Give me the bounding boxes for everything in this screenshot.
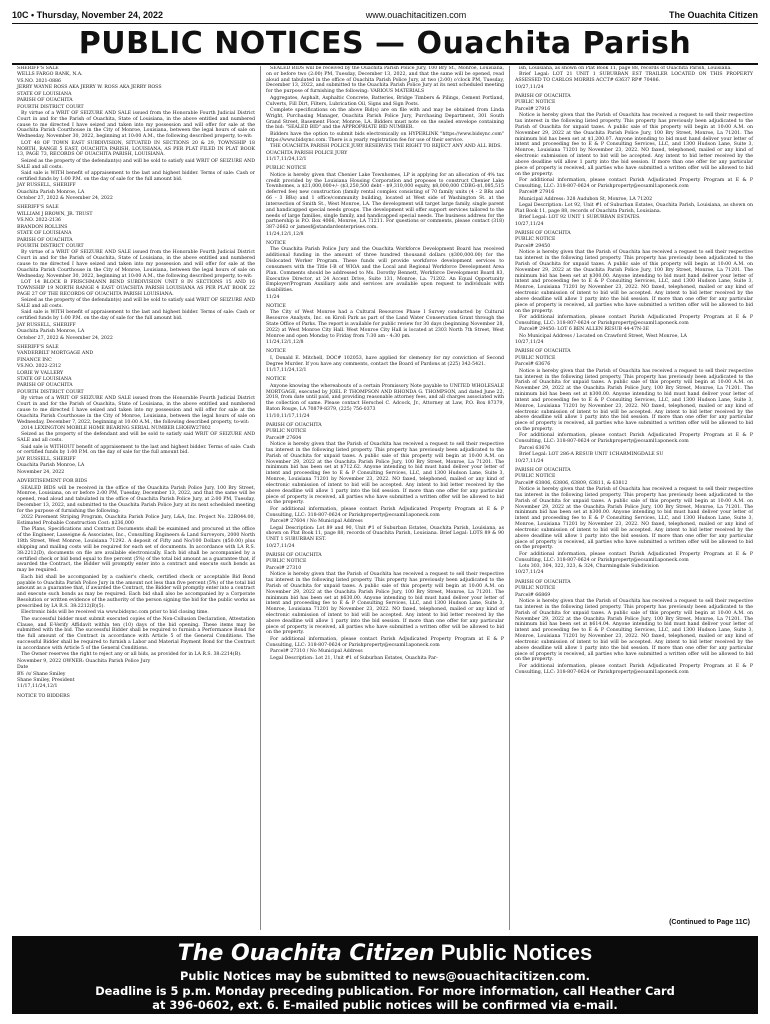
notice-heading-line: PARISH OF OUACHITA xyxy=(515,349,571,355)
notice-paragraph: 2022 Pavement Striping Program, Ouachita Parish Police Jury, L&A, Inc. Project No. 22B044.00, Estimated Probable Construction Cost: $236,000 xyxy=(17,515,255,527)
notice-paragraph: By virtue of a WRIT OF SEIZURE AND SALE issued from the Honorable Fourth Judicial District Court in and for the Parish of Ouachita, State of Louisiana, in the above entitled and numbered cause to me directed I have seized and taken into my possession and will offer for sale at the Ouachita Parish Courthouse in the City of Monroe, Louisiana, between the legal hours of sale on Wednesday, November 30, 2022, beginning at 10:00 A.M., the following described property, to-wit: xyxy=(17,110,255,140)
notice-signoff-line: 10/27,11/24 xyxy=(515,458,544,464)
notice-signoff-line: OUACHITA PARISH POLICE JURY xyxy=(266,150,348,156)
notice-heading-line: WELLS FARGO BANK, N.A. xyxy=(17,72,83,78)
notice xyxy=(17,694,255,700)
notice-paragraph: Notice is hereby given that the Parish of Ouachita has received a request to sell their respective tax interest in the following listed property. This property has previously been adjudicated to the Parish of Ouachita for unpaid taxes. A public sale of this property will begin at 10:00 A.M. on November 29, 2022 at the Ouachita Parish Police Jury, 100 Bry Street, Monroe, La 71201. The minimum bid has been set at $1,200.07. Anyone intending to bid must hand deliver your letter of intent and proceeding fee to E & P Consulting Services, LLC, and 1300 Hudson Lane, Suite 3, Monroe, Louisiana 71201 by November 23, 2022. NO faxed, telephoned, mailed or any kind of electronic submission of intent to bid will be accepted. Any intent to bid letter received by the above deadline will allow 1 party into the bid session. If more than one offer for any particular piece of property is received, all parties who have submitted a written offer will be allowed to bid on the property. xyxy=(515,113,753,177)
notice xyxy=(515,580,753,676)
notice-paragraph: Notice is hereby given that the Parish of Ouachita has received a request to sell their respective tax interest in the following listed property. This property has previously been adjudicated to the Parish of Ouachita for unpaid taxes. A public sale of this property will begin at 10:00 A.M. on November 29, 2022 at the Ouachita Parish Police Jury, 100 Bry Street, Monroe, La 71201. The minimum bid has been set at $300.00. Anyone intending to bid must hand deliver your letter of intent and proceeding fee to E & P Consulting Services, LLC, and 1300 Hudson Lane, Suite 3, Monroe, Louisiana 71201 by November 23, 2022. NO faxed, telephoned, mailed or any kind of electronic submission of intent to bid will be accepted. Any intent to bid letter received by the above deadline will allow 1 party into the bid session. If more than one offer for any particular piece of property is received, all parties who have submitted a written offer will be allowed to bid on the property. xyxy=(515,487,753,551)
notice-paragraph: Brief Legal: LOT 21 UNIT 1 SUBURBAN EST TRAILER LOCATED ON THIS PROPERTY ASSESSED TO CARLOS MORRIS ACCT# 63637 RP# 70486. xyxy=(515,72,753,84)
notice-signoff-line: Date xyxy=(17,665,29,671)
notice-heading-line: STATE OF LOUISIANA xyxy=(17,91,72,97)
notice-heading-line: ADVERTISEMENT FOR BIDS xyxy=(17,479,88,485)
notice-paragraph: Lots 303, 304, 322, 323, & 324, Charmingdale Subdivision xyxy=(519,564,659,570)
notice xyxy=(266,166,504,237)
notice-heading-line: PARISH OF OUACHITA xyxy=(17,383,73,389)
section-masthead: PUBLIC NOTICES — Ouachita Parish xyxy=(78,26,692,61)
banner-title-suffix: Public Notices xyxy=(440,940,593,965)
notice-paragraph: For additional information, please contact Parish Adjudicated Property Program at E & P Consulting, LLC: 318-807-0624 or Parishproperty@ecsaml1aponeck.com xyxy=(515,433,753,445)
notice-paragraph: Notice is hereby given that the Parish of Ouachita has received a request to sell their respective tax interest in the following listed property. This property has previously been adjudicated to the Parish of Ouachita for unpaid taxes. A public sale of this property will begin at 10:00 A.M. on November 29, 2022 at the Ouachita Parish Police Jury, 100 Bry Street, Monroe, La 71201. The minimum bid has been set at $712.62. Anyone intending to bid must hand deliver your letter of intent and proceeding fee to E & P Consulting Services, LLC, and 1300 Hudson Lane, Suite 3, Monroe, Louisiana 71201 by November 23, 2022. NO faxed, telephoned, mailed or any kind of electronic submission of intent to bid will be accepted. Any intent to bid letter received by the above deadline will allow 1 party into the bid session. If more than one offer for any particular piece of property is received, all parties who have submitted a written offer will be allowed to bid on the property. xyxy=(266,442,504,506)
notice-heading-line: Parcel# 27310 xyxy=(266,565,302,571)
notice-heading-line: PUBLIC NOTICE xyxy=(515,355,556,361)
notice xyxy=(515,94,753,228)
masthead-rule xyxy=(12,63,758,65)
notice-signoff-line: 11/24 xyxy=(266,294,280,300)
notice-paragraph: For additional information, please contact Parish Adjudicated Property Program at E & P Consulting, LLC: 318-807-0624 or Parishproperty@ecsaml1aponeck.com xyxy=(266,506,504,518)
notice-paragraph: Bidders have the option to submit bids electronically on HYPERLINK "https://www.bidsync.com" https://www.bidsync.com. There is a yearly registration fee for use of their service. xyxy=(266,131,504,143)
notice-paragraph: Brief Legal: LOT 286-A RESUB UNIT 1CHARMINGDALE SU xyxy=(519,452,664,458)
notice-paragraph: Notice is hereby given that Chenier Lake Townhomes, LP is applying for an allocation of 4% tax credit provided by the Louisiana Housing Corporation and proposes to construct Chenier Lake Townhomes, a $21,000,000+/- ($3,250,500 debt - $9,310,000 equity, $8,000,000 CDBG-$1,085,515 deferred fee) new construction (family rental complex consisting of 70 family units (4 - 2 BRs and 66 - 3 BRs) and 1 office/community building, located at West side of Washington St. at the intersection of Smith St., West Monroe, LA. The development will target large family, single parent and handicapped special needs groups. The development will offer support services tailored to the needs of large families, single family, and handicapped special needs. The business address for the partnership is P.O. Box 4066, Monroe, LA 71211. For questions or comments, please contact (318) 387-2662 or jamesf@standardenterprises.com. xyxy=(266,172,504,231)
notice xyxy=(266,349,504,374)
notice-heading-line: VANDERBILT MORTGAGE AND xyxy=(17,351,94,357)
notice-paragraph: Parcel 63676 xyxy=(519,445,551,451)
notice-heading-line: NOTICE xyxy=(266,240,286,246)
notice-heading-line: FOURTH DISTRICT COURT xyxy=(17,104,84,110)
notice-signoff-line: 10/27,11/24 xyxy=(515,570,544,576)
notice-paragraph: Said sale is WITH benefit of appraisement to the last and highest bidder. Terms of sale: Cash or certified funds by 1:00 P.M. on the day of sale for the full amount bid. xyxy=(17,171,255,182)
notice-paragraph: LOT 48 OF TOWN EAST SUBDIVISION, SITUATED IN SECTIONS 20 & 29, TOWNSHIP 18 NORTH, RANGE 5 EAST, OUACHITA PARISH, LOUISIANA, AS PER PLAT FILED IN PLAT BOOK 13, PAGE 73, RECORDS OF OUACHITA PARISH, LOUISIANA. xyxy=(17,140,255,158)
notice-heading-line: SHERIFF'S SALE xyxy=(17,66,59,71)
notice-paragraph: For additional information, please contact Parish Adjudicated Property Program at E & P Consulting, LLC: 318-807-0624 or Parishproperty@ecsaml1aponeck.com xyxy=(515,177,753,189)
notice-heading-line: NOTICE xyxy=(266,303,286,309)
notice-heading-line: Parcel# 27604 xyxy=(266,435,302,441)
notice-heading-line: PUBLIC NOTICE xyxy=(515,474,556,480)
column-3 xyxy=(509,66,758,930)
notice-paragraph: Legal Description: Lot 21, Unit #1 of Suburban Estates, Ouachita Par- xyxy=(270,655,438,661)
notice-signoff-line: October 27, 2022 & November 24, 2022 xyxy=(17,335,113,341)
notice-heading-line: PARISH OF OUACHITA xyxy=(17,98,73,104)
paper-name: The Ouachita Citizen xyxy=(668,10,758,20)
notice-paragraph: Electronic bids will be received via www.bidsync.com prior to bid closing time. xyxy=(21,610,209,616)
notice-signoff-line: Ouachita Parish Monroe, LA xyxy=(17,189,85,195)
notice xyxy=(17,66,255,202)
notice-heading-line: FOURTH DISTRICT COURT xyxy=(17,389,84,395)
notice-heading-line: Parcel# 63676 xyxy=(515,362,551,368)
notice-signoff-line: 11/17,11/24,12/1 xyxy=(266,368,307,374)
notice xyxy=(266,304,504,346)
notice-paragraph: Parcel# 27604 / No Municipal Address xyxy=(270,519,363,525)
notice-signoff-line: 10/27,11/24 xyxy=(515,221,544,227)
notice-paragraph: By virtue of a WRIT OF SEIZURE AND SALE issued from the Honorable Fourth Judicial District Court in and for the Parish of Ouachita, State of Louisiana, in the above entitled and numbered cause to me directed I have seized and taken into my possession and will offer for sale at the Ouachita Parish Courthouse in the City of Monroe, Louisiana, between the legal hours of sale on Wednesday, December 7, 2022, beginning at 10:00 A.M., the following described property, to-wit: xyxy=(17,396,255,425)
column-1 xyxy=(12,66,260,930)
notice-signoff-line: 10/27,11/24 xyxy=(515,84,544,90)
notice-paragraph: 2014 LEXINGTON MOBILE HOME BEARING SERIAL NUMBER LHOHW27802 xyxy=(21,425,211,431)
banner-line-2: Deadline is 5 p.m. Monday preceding publication. For more information, call Heather Card xyxy=(95,983,675,998)
notice-paragraph: Complete specifications on the above Bid(s) are on file with and may be obtained from Linda Wright, Purchasing Manager, Ouachita Parish Police Jury, Purchasing Department, 301 South Grand Street, Basement Floor, Monroe, LA. Bidders must note on the sealed envelope containing the bid: "SEALED BID" and the APPROPRIATE BID NUMBER. xyxy=(266,107,504,131)
notice-heading-line: PARISH OF OUACHITA xyxy=(515,467,571,473)
notice-heading-line: PUBLIC NOTICE xyxy=(266,559,307,565)
banner-title xyxy=(12,938,758,969)
page-header-bar xyxy=(12,8,758,22)
notice-heading-line: PUBLIC NOTICE xyxy=(515,586,556,592)
banner-line-3: at 396-0602, ext. 6. E-mailed public notices will be confirmed via e-mail. xyxy=(152,998,618,1012)
column-2 xyxy=(260,66,509,930)
notice-paragraph: Parcel# 27916 xyxy=(519,190,555,196)
notice-heading-line: Parcel# 29450 xyxy=(515,243,551,249)
notice-heading-line: BRANDON ROLLINS xyxy=(17,224,68,230)
notice xyxy=(17,345,255,476)
notice-signoff-line: JAY RUSSELL, SHERIFF xyxy=(17,183,76,189)
notice-heading-line: WILLIAM J BROWN, JR. TRUST xyxy=(17,211,93,217)
notice-heading-line: PARISH OF OUACHITA xyxy=(515,94,571,99)
notice-heading-line: NOTICE TO BIDDERS xyxy=(17,693,70,699)
notice-signoff-line: November 9, 2022 OWNER: Ouachita Parish Police Jury xyxy=(17,658,151,664)
notice-paragraph: Notice is hereby given that the Parish of Ouachita has received a request to sell their respective tax interest in the following listed property. This property has previously been adjudicated to the Parish of Ouachita for unpaid taxes. A public sale of this property will begin at 10:00 A.M. on November 29, 2022 at the Ouachita Parish Police Jury, 100 Bry Street, Monroe, La 71201. The minimum bid has been set at $300.00. Anyone intending to bid must hand deliver your letter of intent and proceeding fee to E & P Consulting Services, LLC, and 1300 Hudson Lane, Suite 3, Monroe, Louisiana 71201 by November 23, 2022. NO faxed, telephoned, mailed or any kind of electronic submission of intent to bid will be accepted. Any intent to bid letter received by the above deadline will allow 1 party into the bid session. If more than one offer for any particular piece of property is received, all parties who have submitted a written offer will be allowed to bid on the property. xyxy=(515,250,753,314)
notice-heading-line: FINANCE INC xyxy=(17,357,52,363)
notice-heading-line: PARISH OF OUACHITA xyxy=(266,552,322,558)
notice-signoff-line: 10/27,11/24 xyxy=(266,543,295,549)
notice-heading-line: PARISH OF OUACHITA xyxy=(266,422,322,428)
notice-signoff-line: 11/17,11/24,12/1 xyxy=(266,156,307,162)
website-url[interactable]: www.ouachitacitizen.com xyxy=(365,10,467,20)
notice-paragraph: The City of West Monroe had a Cultural Resources Phase I Survey conducted by Cultural Resource Analysts, Inc. on Kiroli Park as part of the Land Water Conservation Grant through the State Office of Parks. The report is available for public review for 30 days (beginning November 28, 2022) at West Monroe City Hall. West Monroe City Hall is located at 2303 North 7th Street, West Monroe and open Monday to Friday from 7:30 am - 4:30 pm. xyxy=(266,310,504,339)
notice-paragraph: Notice is hereby given that the Parish of Ouachita has received a request to sell their respective tax interest in the following listed property. This property has previously been adjudicated to the Parish of Ouachita for unpaid taxes. A public sale of this property will begin at 10:00 A.M. on November 29, 2022 at the Ouachita Parish Police Jury, 100 Bry Street, Monroe, La 71201. The minimum bid has been set at $630.00. Anyone intending to bid must hand deliver your letter of intent and proceeding fee to E & P Consulting Services, LLC, and 1300 Hudson Lane, Suite 3, Monroe, Louisiana 71201 by November 23, 2022. NO faxed, telephoned, mailed or any kind of electronic submission of intent to bid will be accepted. Any intent to bid letter received by the above deadline will allow 1 party into the bid session. If more than one offer for any particular piece of property is received, all parties who have submitted a written offer will be allowed to bid on the property. xyxy=(266,572,504,636)
notice-paragraph: Anyone knowing the whereabouts of a certain Promissory Note payable to UNITED WHOLESALE MORTGAGE, executed by JOEL P. THOMPSON AND RHONDA G. THOMPSON, and dated June 22, 2018, from date until paid, and providing reasonable attorney fees, and all charges associated with the collection of same. Please contact Herschel C. Adcock, Jr., Attorney at Law, P.O. Box 87379, Baton Rouge, LA 70879-8379, (225) 756-0373 xyxy=(266,383,504,413)
notice-paragraph: SEALED BIDS will be received by the Ouachita Parish Police Jury, 100 Bry St., Monroe, Louisiana, on or before two (2:00) PM, Tuesday, December 13, 2022, and that the same will be opened, read aloud and tabulated in the office of Ouachita Parish Police Jury, at two (2:00) o'clock PM, Tuesday, December 13, 2022, and submitted to the Ouachita Parish Police Jury at its next scheduled meeting for the purpose of furnishing the following: VARIOUS MATERIALS xyxy=(266,66,504,95)
notice-heading-line: SHERIFF'S SALE xyxy=(17,344,59,350)
notice-paragraph: For additional information, please contact Parish Adjudicated Property Program at E & P Consulting, LLC: 318-807-0624 or Parishproperty@ecsaml1aponeck.com xyxy=(515,663,753,675)
notice xyxy=(266,241,504,300)
notice-paragraph: SEALED BIDS will be received in the office of the Ouachita Parish Police Jury, 100 Bry Street, Monroe, Louisiana, on or before 2:00 PM, Tuesday, December 13, 2022, and that the same will be opened, read aloud and tabulated in the office of Ouachita Parish Police Jury, at 2:00 PM, Tuesday, December 13, 2022, and submitted to the Ouachita Parish Police Jury at its next scheduled meeting for the purpose of furnishing the following: xyxy=(17,485,255,514)
notice-heading-line: SHERIFF'S SALE xyxy=(17,205,59,211)
notice-paragraph: Municipal Address: 328 Audubon St, Monroe, LA 71202 xyxy=(519,196,653,202)
notice-heading-line: Parcel# 66869 xyxy=(515,592,551,598)
notice-signoff-line: October 27, 2022 & November 24, 2022 xyxy=(17,196,113,202)
notice-signoff-line: Shane Smiley, President xyxy=(17,677,75,683)
notice-paragraph: Notice is hereby given that the Parish of Ouachita has received a request to sell their respective tax interest in the following listed property. This property has previously been adjudicated to the Parish of Ouachita for unpaid taxes. A public sale of this property will begin at 10:00 A.M. on November 29, 2022 at the Ouachita Parish Police Jury, 100 Bry Street, Monroe, La 71201. The minimum bid has been set at $614.04. Anyone intending to bid must hand deliver your letter of intent and proceeding fee to E & P Consulting Services, LLC, and 1300 Hudson Lane, Suite 3, Monroe, Louisiana 71201 by November 23, 2022. NO faxed, telephoned, mailed or any kind of electronic submission of intent to bid will be accepted. Any intent to bid letter received by the above deadline will allow 1 party into the bid session. If more than one offer for any particular piece of property is received, all parties who have submitted a written offer will be allowed to bid on the property. xyxy=(515,599,753,663)
notice-paragraph: Aggregates, Asphalt, Asphaltic Concrete, Batteries, Bridge Timbers & Pilings, Cement Portland, Culverts, Fill Dirt, Filters, Lubrication Oil, Signs and Sign Posts. xyxy=(266,95,504,107)
notice-heading-line: Parcel# 63806, 63806, 63809, 63811, & 63812 xyxy=(515,480,628,486)
notice-paragraph: ish, Louisiana, as shown on Plat Book 11, page 88, records of Ouachita Parish, Louisiana. xyxy=(519,66,732,71)
notice-heading-line: LORIE W VALLERY xyxy=(17,370,64,376)
notice-heading-line: STATE OF LOUISIANA xyxy=(17,231,72,237)
notice-paragraph: I, Donald E. Mitchell, DOC# 102053, have applied for clemency for my conviction of Second Degree Murder. If you have any comments, contact the Board of Pardons at (225) 342-5421. xyxy=(266,355,504,367)
notice-heading-line: PUBLIC NOTICE xyxy=(266,429,307,435)
notice-paragraph: For additional information, please contact Parish Adjudicated Property Program at E & P Consulting, LLC: 318-807-0624 or Parishproperty@ecsaml1aponeck.com xyxy=(515,551,753,563)
notice-paragraph: By virtue of a WRIT OF SEIZURE AND SALE issued from the Honorable Fourth Judicial District Court in and for the Parish of Ouachita, State of Louisiana, in the above entitled and numbered cause to me directed I have seized and taken into my possession and will offer for sale at the Ouachita Parish Courthouse in the City of Monroe, Louisiana, between the legal hours of sale on Wednesday, November 30, 2022, beginning at 10:00 A.M., the following described property, to-wit: xyxy=(17,250,255,279)
notice-paragraph: The Plans, Specifications and Contract Documents shall be examined and procured at the office of the Engineer, Lasseigne & Associates, Inc., Consulting Engineers & Land Surveyors, 2000 North 18th Street, West Monroe, Louisiana 71292. A deposit of Fifty and No/100 Dollars ($50.00) plus shipping and mailing costs will be required for each set of documents. In accordance with LA R.S. 38:2212(D), documents on file are available electronically. Each bid shall be accompanied by a certified check or bid bond equal to five percent (5%) of the total bid amount as a guarantee that, if awarded the Contract, the Bidder will promptly enter into a contract and execute such bonds as may be required. xyxy=(17,527,255,574)
notice-signoff-line: 11/17,11/24,12/1 xyxy=(17,684,58,690)
notice-heading-line: PARISH OF OUACHITA xyxy=(515,579,571,585)
notice-paragraph: The Owner reserves the right to reject any or all bids, as provided for in LA R.S. 38:2214(B). xyxy=(21,652,242,658)
notice-paragraph: The Ouachita Parish Police Jury and the Ouachita Workforce Development Board has received additional funding in the amount of three hundred thousand dollars ($300,000.00) for the Dislocated Worker Program. These funds will provide workforce development services to consumers with the Title I-B of WIOA and the Local and Regional Workforce Development Area Plan. Comments should be addressed to Ms. Dorothy Bennett, Workforce Development Board 83, Executive Director, at 24 Accent Drive, Suite 131, Monroe, La. 71202. An Equal Opportunity Employer/Program Auxiliary aids and services are available upon request to individuals with disabilities. xyxy=(266,247,504,294)
notice-signoff-line: 11/10,11/17,11/24 xyxy=(266,413,310,419)
notice-paragraph: Legal Description: Lot 92, Unit #1 of Suburban Estates, Ouachita Parish, Louisiana, as shown on Plat Book 11, page 88, records of Ouachita Parish, Louisiana. xyxy=(515,203,753,214)
notice-heading-line: STATE OF LOUISIANA xyxy=(17,376,72,382)
notice-heading-line: Parcel# 27916 xyxy=(515,106,551,112)
notice-signoff-line: BY: /s/ Shane Smiley xyxy=(17,671,66,677)
notice xyxy=(266,423,504,550)
notice-paragraph: The successful bidder must submit executed copies of the Non-Collusion Declaration, Attestation Clause, and E-Verify Affidavit within ten (10) days of the bid opening. These items may be submitted with the bid. The successful Bidder shall be required to furnish a Performance Bond for the full amount of the Contract in accordance with Article 5 of the General Conditions. The successful Bidder shall be required to furnish a Labor and Material Payment Bond for the Contract in accordance with Article 5 of the General Conditions. xyxy=(17,616,255,651)
notice xyxy=(17,205,255,341)
notice-heading-line: PARISH OF OUACHITA xyxy=(515,231,571,237)
notice xyxy=(266,553,504,661)
notice-heading-line: PUBLIC NOTICE xyxy=(515,100,556,106)
notice-heading-line: JERRY WAYNE ROSS AKA JERRY W. ROSS AKA JERRY ROSS xyxy=(17,85,162,91)
notice-paragraph: Seized as the property of the defendant(s) and will be sold to satisfy said WRIT OF SEIZURE AND SALE and all costs. xyxy=(17,298,255,310)
notice-heading-line: FOURTH DISTRICT COURT xyxy=(17,243,84,249)
notice-paragraph: Brief Legal: LOT 92 UNIT 1 SUBURBAN ESTATES. xyxy=(519,215,641,221)
notice-signoff-line: 11/24,12/1,12/8 xyxy=(266,231,304,237)
notice-paragraph: Each bid shall be accompanied by a cashier's check, certified check or acceptable Bid Bond payable to Ouachita Parish Police Jury in the amount not less than five percent (5%) of the total bid amount as a guarantee that, if awarded the Contract, the Bidder will promptly enter into a contract and execute such bonds as may be required. Each bid shall also be accompanied by a Corporate Resolution or written evidence of the authority of the person signing the bid for the public works as prescribed by LA R.S. 38:2212(B)(5). xyxy=(17,574,255,609)
notice xyxy=(17,479,255,690)
notice-heading-line: NOTICE xyxy=(266,349,286,355)
notice-paragraph: Seized as the property of the defendant(s) and will be sold to satisfy said WRIT OF SEIZURE AND SALE and all costs. xyxy=(17,158,255,170)
notice xyxy=(515,349,753,464)
notice-heading-line: VS.NO. 2022-2312 xyxy=(17,364,62,370)
notice-paragraph: LOT 14 BLOCK B FRISCHMANN BEND SUBDIVISION UNIT 8 IN SECTIONS 15 AND 16 TOWNSHIP 19 NORTH RANGE 4 EAST OUACHITA PARISH LOUISIANA AS PER PLAT BOOK 22 PAGE 27 OF THE RECORDS OF OUACHITA PARISH LOUISIANA. xyxy=(17,280,255,297)
notice-signoff-line: 10/27,11/24 xyxy=(515,340,544,346)
continued-note: (Continued to Page 11C) xyxy=(669,919,750,927)
notice-signoff-line: JAY RUSSELL, SHERIFF xyxy=(17,322,76,328)
notice-paragraph: For additional information, please contact Parish Adjudicated Property Program at E & P Consulting, LLC: 318-807-0624 or Parishproperty@ecsaml1aponeck.com xyxy=(266,636,504,648)
notice-signoff-line: November 24, 2022 xyxy=(17,469,65,475)
notice-signoff-line: Ouachita Parish Monroe, LA xyxy=(17,463,85,469)
notice-heading-line: PARISH OF OUACHITA xyxy=(17,237,73,243)
notice xyxy=(515,66,753,91)
notices-columns xyxy=(12,66,758,930)
notice xyxy=(266,66,504,163)
notice-paragraph: No Municipal Address / Located on Crawford Street, West Monroe, LA xyxy=(519,333,687,339)
banner-line-1: Public Notices may be submitted to news@ouachitacitizen.com. xyxy=(180,969,590,983)
notice-paragraph: Parcel# 27310 / No Municipal Address xyxy=(270,649,363,655)
notice-heading-line: PUBLIC NOTICE xyxy=(266,166,307,172)
notice-heading-line: VS.NO. 2021-0886 xyxy=(17,78,62,84)
notice-signoff-line: 11/24,12/1,12/8 xyxy=(266,340,304,346)
banner-brand: The Ouachita Citizen xyxy=(177,941,435,966)
notice-heading-line: VS.NO. 2022-2136 xyxy=(17,218,62,224)
notice xyxy=(515,231,753,346)
notice-paragraph: THE OUACHITA PARISH POLICE JURY RESERVES THE RIGHT TO REJECT ANY AND ALL BIDS. xyxy=(270,144,502,150)
notice-paragraph: Seized as the property of the defendant and will be sold to satisfy said WRIT OF SEIZURE AND SALE and all costs. xyxy=(17,432,255,444)
notice-signoff-line: JAY RUSSELL, SHERIFF xyxy=(17,456,76,462)
page-date: 10C • Thursday, November 24, 2022 xyxy=(12,10,164,20)
notice-paragraph: Said sale is WITHOUT benefit of appraisement to the last and highest bidder. Terms of sale: Cash or certified funds by 1:00 P.M. on the day of sale for the full amount bid. xyxy=(17,444,255,456)
public-notices-banner xyxy=(12,936,758,1014)
notice-paragraph: Parcel# 29450: LOT 6 BEN ALLEN RESUB 44-47N-3E xyxy=(519,327,650,333)
header-rule xyxy=(12,23,758,24)
notice-heading-line: NOTICE xyxy=(266,377,286,383)
notice-signoff-line: Ouachita Parish Monroe, LA xyxy=(17,329,85,335)
notice-paragraph: Legal Description: Lot 89 and 90, Unit #1 of Suburban Estates, Ouachita Parish, Louisiana, as shown on Plat Book 11, page 88, records of Ouachita Parish, Louisiana. Brief Legal: LOTS 89 & 90 UNIT 1 SUBURBAN EST. xyxy=(266,525,504,543)
notice-paragraph: For additional information, please contact Parish Adjudicated Property Program at E & P Consulting, LLC: 318-807-0624 or Parishproperty@ecsaml1aponeck.com xyxy=(515,315,753,326)
notice xyxy=(266,377,504,419)
notice-heading-line: PUBLIC NOTICE xyxy=(515,237,556,243)
notice-paragraph: Notice is hereby given that the Parish of Ouachita has received a request to sell their respective tax interest in the following listed property. This property has previously been adjudicated to the Parish of Ouachita for unpaid taxes. A public sale of this property will begin at 10:00 A.M. on November 29, 2022 at the Ouachita Parish Police Jury, 100 Bry Street, Monroe, La 71201. The minimum bid has been set at $300.00. Anyone intending to bid must hand deliver your letter of intent and proceeding fee to E & P Consulting Services, LLC, and 1300 Hudson Lane, Suite 3, Monroe, Louisiana 71201 by November 23, 2022. NO faxed, telephoned, mailed or any kind of electronic submission of intent to bid will be accepted. Any intent to bid letter received by the above deadline will allow 1 party into the bid session. If more than one offer for any particular piece of property is received, all parties who have submitted a written offer will be allowed to bid on the property. xyxy=(515,368,753,432)
notice xyxy=(515,468,753,576)
notice-paragraph: Said sale is WITH benefit of appraisement to the last and highest bidder. Terms of sale: Cash or certified funds by 1:00 P.M. on the day of sale for the full amount bid. xyxy=(17,310,255,322)
